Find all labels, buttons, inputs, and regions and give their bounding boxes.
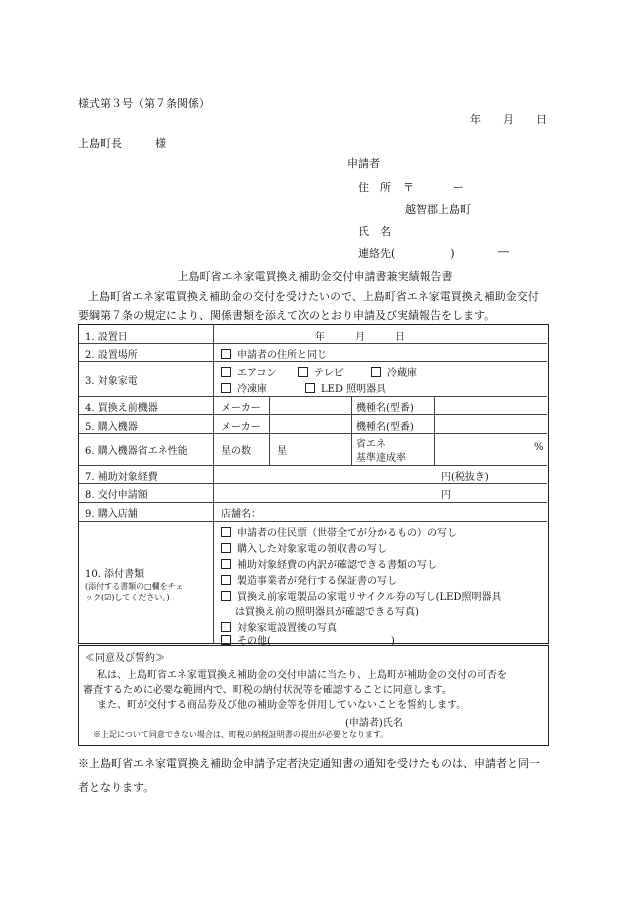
consent-line-2: 審査するために必要な範囲内で、町税の納付状況等を確認することに同意します。 xyxy=(83,685,452,696)
attachment-item[interactable]: 申請者の住民票（世帯全てが分かるもの）の写し xyxy=(221,524,457,539)
attachment-item[interactable]: 対象家電設置後の写真 xyxy=(221,619,337,634)
intro-line-1: 上島町省エネ家電買換え補助金の交付を受けたいので、上島町省エネ家電買換え補助金交付 xyxy=(88,290,539,303)
form-number: 様式第３号（第７条関係） xyxy=(78,97,210,110)
attachment-item[interactable]: 補助対象経費の内訳が確認できる書類の写し xyxy=(221,556,437,571)
postal-mark: 〒 xyxy=(403,181,414,194)
new-model-label: 機種名(型番) xyxy=(356,422,414,433)
name-label: 氏 名 xyxy=(358,225,391,238)
old-maker-label: メーカー xyxy=(221,403,261,414)
address-label: 住 所 xyxy=(358,181,391,194)
amount-unit: 円 xyxy=(441,490,451,501)
date-line: 年 月 日 xyxy=(470,113,547,126)
option-freezer[interactable]: 冷凍庫 xyxy=(221,380,267,395)
addressee: 上島町長 様 xyxy=(78,137,166,150)
contact-dash: ― xyxy=(498,245,509,258)
checkbox-icon[interactable] xyxy=(221,591,231,601)
checkbox-icon[interactable] xyxy=(221,575,231,585)
checkbox-icon[interactable] xyxy=(221,383,231,393)
row-9-label: 9. 購入店舗 xyxy=(85,509,138,520)
option-fridge[interactable]: 冷蔵庫 xyxy=(371,364,417,379)
address-town: 越智郡上島町 xyxy=(405,203,471,216)
checkbox-icon[interactable] xyxy=(371,367,381,377)
attachment-item[interactable]: 購入した対象家電の領収書の写し xyxy=(221,540,387,555)
attachment-item-other[interactable]: その他( ) xyxy=(221,632,395,647)
checkbox-icon[interactable] xyxy=(305,383,315,393)
same-address-option[interactable]: 申請者の住所と同じ xyxy=(221,346,327,361)
consent-note: ※上記について同意できない場合は、町税の納税証明書の提出が必要となります。 xyxy=(93,730,389,739)
document-title: 上島町省エネ家電買換え補助金交付申請書兼実績報告書 xyxy=(177,270,453,283)
contact-label: 連絡先( ) xyxy=(358,247,455,260)
row-10-label: 10. 添付書類 xyxy=(85,569,145,580)
checkbox-icon[interactable] xyxy=(221,527,231,537)
option-tv[interactable]: テレビ xyxy=(298,364,344,379)
install-date-field[interactable]: 年 月 日 xyxy=(315,332,405,343)
row-8-label: 8. 交付申請額 xyxy=(85,490,148,501)
row-4-label: 4. 買換え前機器 xyxy=(85,403,158,414)
option-aircon[interactable]: エアコン xyxy=(221,364,277,379)
signature-label: (申請者)氏名 xyxy=(345,718,403,729)
row-10-note-1: (添付する書類の□欄をチェ xyxy=(85,582,184,591)
attachment-item[interactable]: 買換え前家電製品の家電リサイクル券の写し(LED照明器具 xyxy=(221,588,501,603)
row-1-label: 1. 設置日 xyxy=(85,332,128,343)
option-led[interactable]: LED 照明器具 xyxy=(305,380,386,395)
checkbox-icon[interactable] xyxy=(221,622,231,632)
application-form-table xyxy=(78,324,549,647)
checkbox-icon[interactable] xyxy=(221,349,231,359)
attachment-item[interactable]: 製造事業者が発行する保証書の写し xyxy=(221,572,397,587)
checkbox-icon[interactable] xyxy=(221,635,231,645)
consent-title: ≪同意及び誓約≫ xyxy=(85,653,165,664)
row-7-label: 7. 補助対象経費 xyxy=(85,472,158,483)
footer-line-1: ※上島町省エネ家電買換え補助金申請予定者決定通知書の通知を受けたものは、申請者と同一 xyxy=(78,757,540,770)
attachment-item-continued: は買換え前の照明器具が確認できる写真) xyxy=(235,607,419,618)
intro-text xyxy=(78,287,558,325)
old-model-label: 機種名(型番) xyxy=(356,403,414,414)
row-10-note-2: ック(☑)してください。) xyxy=(85,593,170,602)
row-2-label: 2. 設置場所 xyxy=(85,350,138,361)
expense-unit: 円(税抜き) xyxy=(441,472,489,483)
stars-label: 星の数 xyxy=(221,446,251,457)
applicant-label: 申請者 xyxy=(347,157,380,170)
stars-unit: 星 xyxy=(277,446,287,457)
intro-line-2: 要綱第７条の規定により、関係書類を添えて次のとおり申請及び実績報告をします。 xyxy=(78,309,496,322)
row-6-label: 6. 購入機器省エネ性能 xyxy=(85,446,188,457)
new-maker-label: メーカー xyxy=(221,422,261,433)
checkbox-icon[interactable] xyxy=(298,367,308,377)
checkbox-icon[interactable] xyxy=(221,367,231,377)
rate-label-2: 基準達成率 xyxy=(356,453,406,464)
rate-label-1: 省エネ xyxy=(356,439,386,450)
percent-unit: % xyxy=(534,442,544,453)
consent-line-1: 私は、上島町省エネ家電買換え補助金の交付申請に当たり、上島町が補助金の交付の可否を xyxy=(97,670,507,681)
checkbox-icon[interactable] xyxy=(221,559,231,569)
checkbox-icon[interactable] xyxy=(221,543,231,553)
postal-dash: ー xyxy=(453,181,464,194)
consent-line-3: また、町が交付する商品券及び他の補助金等を併用していないことを誓約します。 xyxy=(97,700,467,711)
row-3-label: 3. 対象家電 xyxy=(85,376,138,387)
store-name-label: 店舗名： xyxy=(221,509,261,520)
row-5-label: 5. 購入機器 xyxy=(85,422,138,433)
consent-section xyxy=(78,645,549,746)
footer-line-2: 者となります。 xyxy=(78,781,155,794)
